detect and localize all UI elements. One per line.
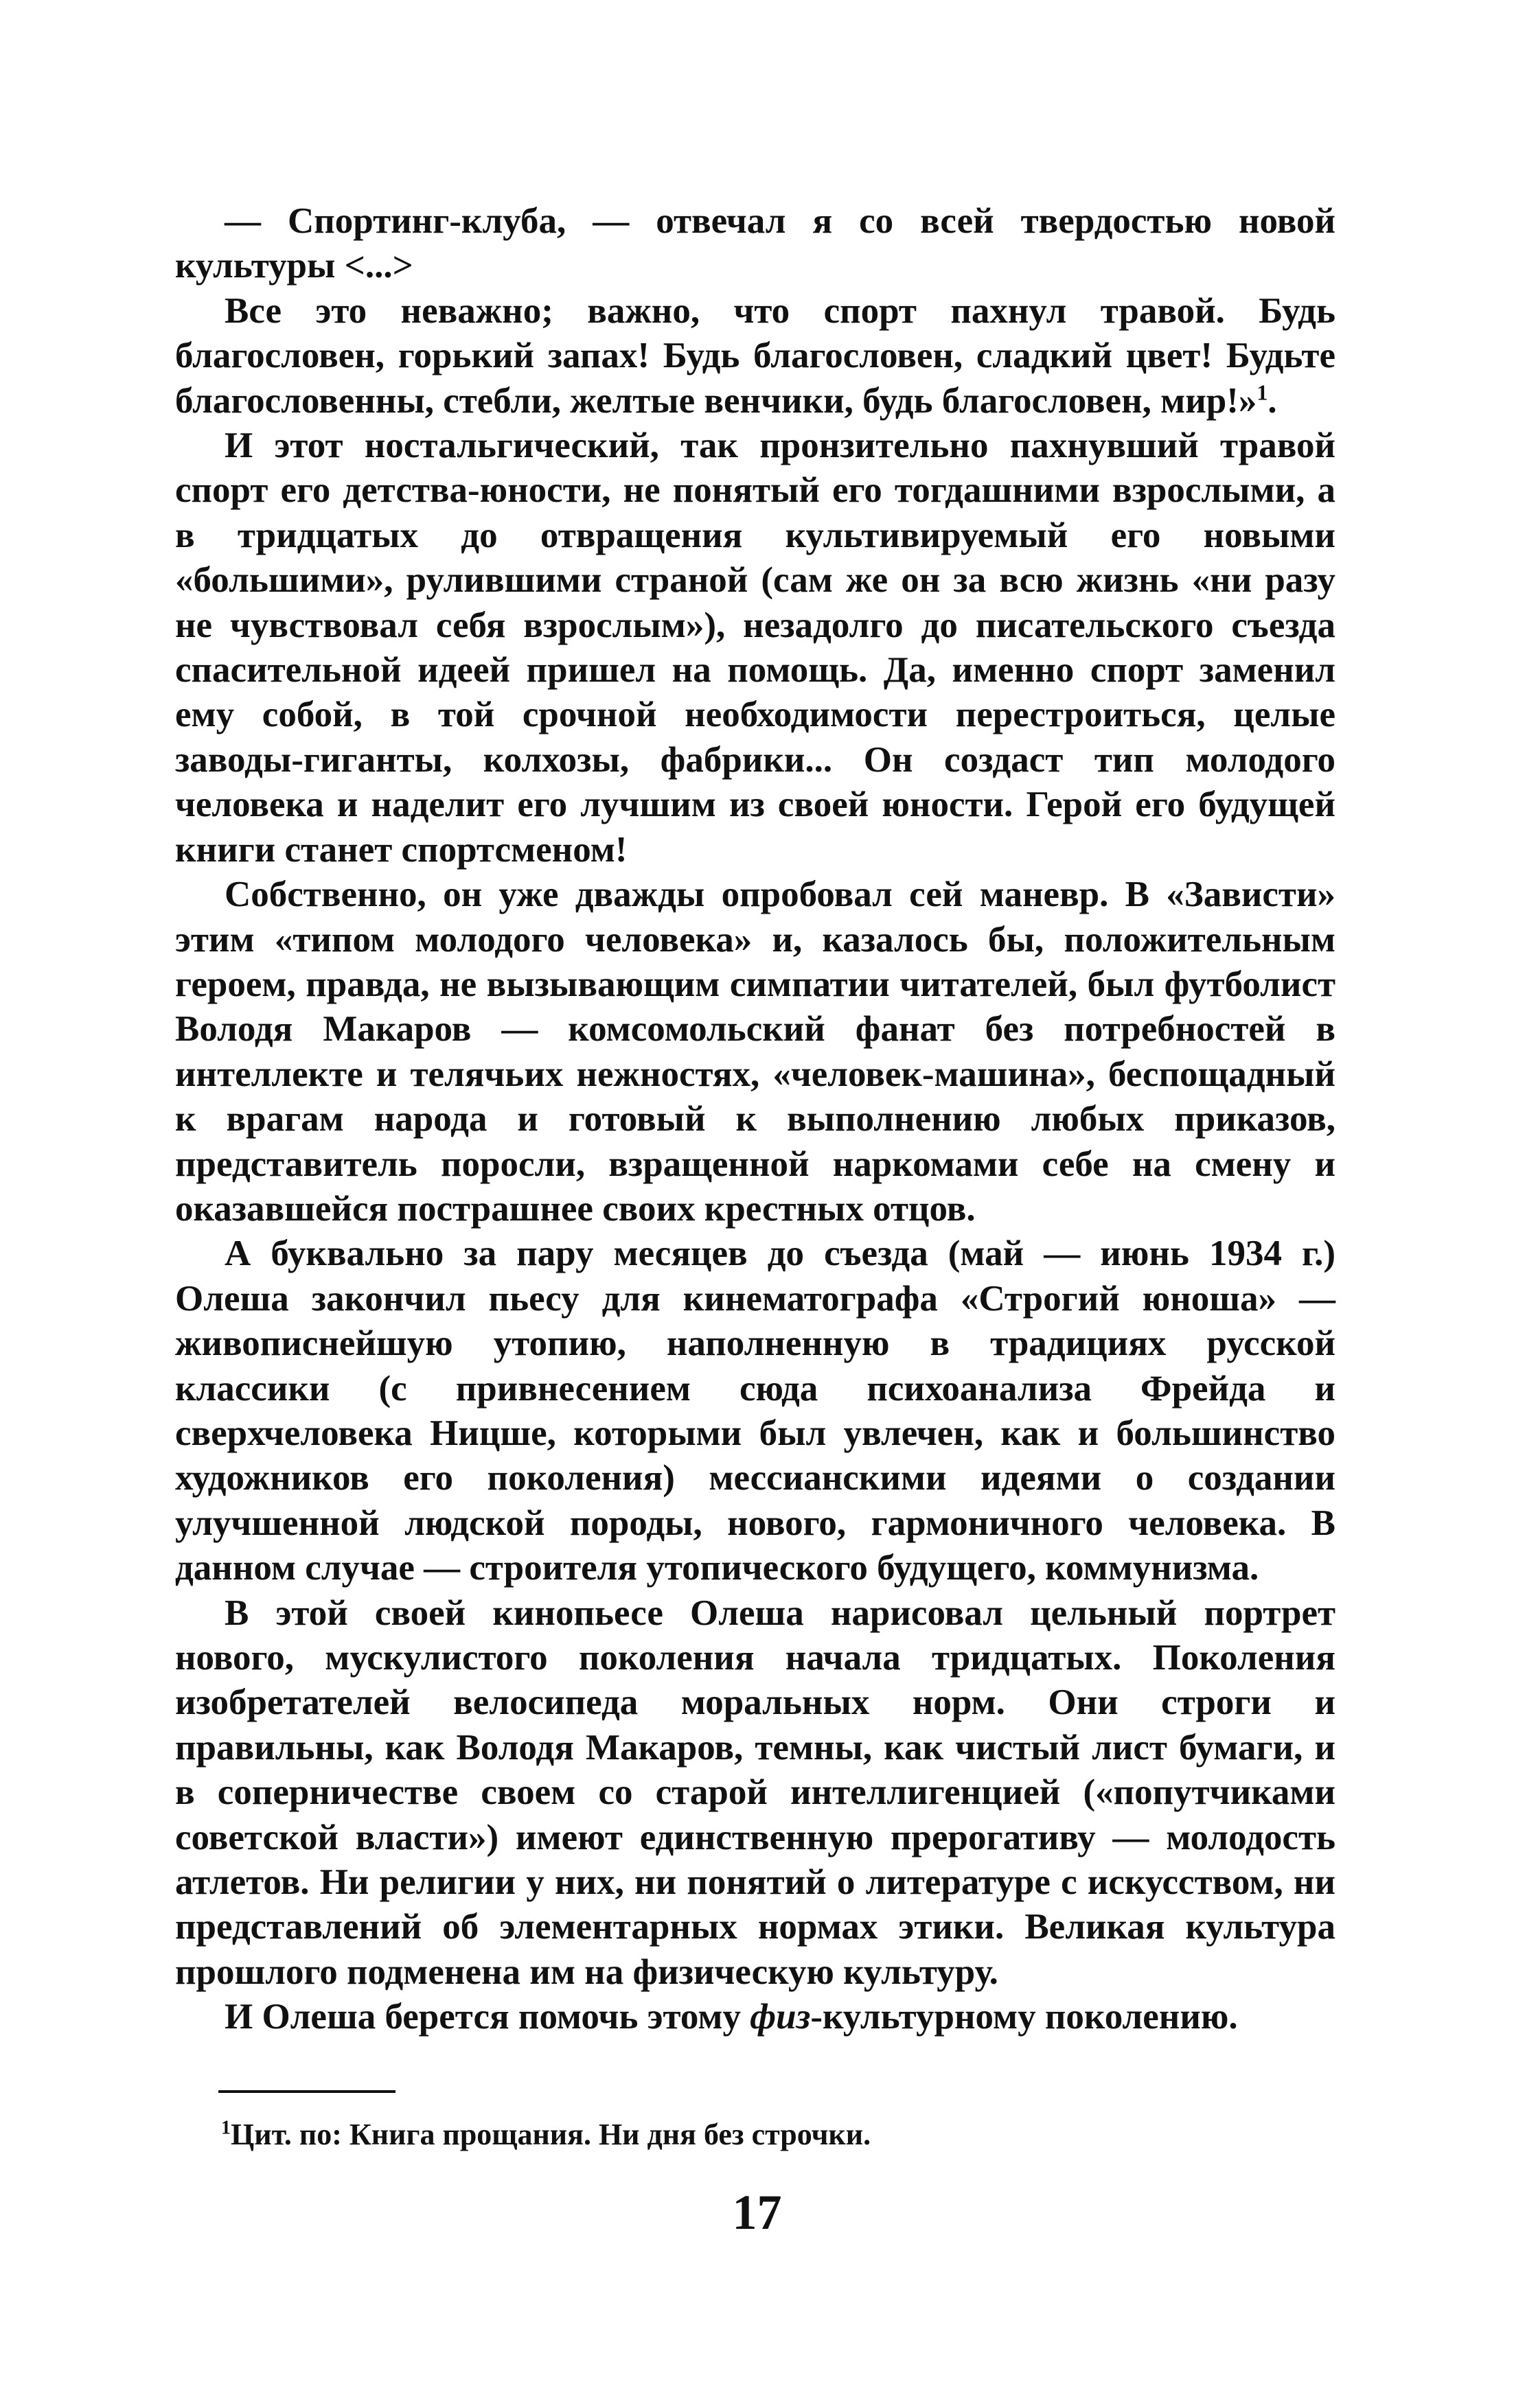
blessing-end: . (1268, 380, 1277, 421)
conclusion-before: И Олеша берется помочь этому (225, 1997, 750, 2037)
paragraph-film-play: В этой своей кинопьесе Олеша нарисовал цельный портрет нового, мускулистого поколения начала тридцатых. Поколения изобретателей велосипеда моральных норм. Они строги и правильны, как Володя Макаров, темны, как чистый лист бумаги, и в соперничестве своем со старой интеллигенцией («попутчиками советской власти») имеют единственную прерогативу — молодость атлетов. Ни религии у них, ни понятий о литературе с искусством, ни представлений об элементарных нормах этики. Великая культура прошлого подменена им на физическую культуру. (175, 1593, 1335, 1992)
main-text (175, 199, 1335, 2040)
paragraph-strict-youth: А буквально за пару месяцев до съезда (май — июнь 1934 г.) Олеша закончил пьесу для кинематографа «Строгий юноша» — живописнейшую утопию, наполненную в традициях русской классики (с привнесением сюда психоанализа Фрейда и сверхчеловека Ницше, которыми был увлечен, как и большинство художников его поколения) мессианскими идеями о создании улучшенной людской породы, нового, гармоничного человека. В данном случае — строителя утопического будущего, коммунизма. (175, 1234, 1335, 1588)
paragraph-envy: Собственно, он уже дважды опробовал сей маневр. В «Зависти» этим «типом молодого человека» и, казалось бы, положительным героем, правда, не вызывающим симпатии читателей, был футболист Володя Макаров — комсомольский фанат без потребностей в интеллекте и телячьих нежностях, «человек-машина», беспощадный к врагам народа и готовый к выполнению любых приказов, представитель поросли, взращенной наркомами себе на смену и оказавшейся пострашнее своих крестных отцов. (175, 875, 1335, 1229)
footnote (221, 2116, 1333, 2154)
paragraph-dialogue: — Спортинг-клуба, — отвечал я со всей твердостью новой культуры <...> (175, 201, 1335, 286)
paragraph-nostalgic-sport: И этот ностальгический, так пронзительно пахнувший травой спорт его детства-юности, не понятый его тогдашними взрослыми, а в тридцатых до отвращения культивируемый его новыми «большими», рулившими страной (сам же он за всю жизнь «ни разу не чувствовал себя взрослым»), незадолго до писательского съезда спасительной идеей пришел на помощь. Да, именно спорт заменил ему собой, в той срочной необходимости перестроиться, целые заводы-гиганты, колхозы, фабрики... Он создаст тип молодого человека и наделит его лучшим из своей юности. Герой его будущей книги станет спортсменом! (175, 426, 1335, 870)
blessing-text: Все это неважно; важно, что спорт пахнул травой. Будь благословен, горький запах! Будь благословен, сладкий цвет! Будьте благословенны, стебли, желтые венчики, будь благословен, мир!» (175, 290, 1335, 421)
page-number: 17 (732, 2185, 782, 2240)
paragraph-conclusion (175, 1995, 1335, 2039)
footnote-divider (218, 2090, 395, 2093)
footnote-text: Цит. по: Книга прощания. Ни дня без строчки. (231, 2118, 871, 2151)
conclusion-italic: физ (750, 1997, 811, 2037)
conclusion-after: -культурному поколению. (810, 1997, 1238, 2037)
footnote-ref[interactable]: 1 (1257, 379, 1268, 404)
paragraph-blessing (175, 289, 1335, 424)
footnote-marker: 1 (221, 2117, 231, 2139)
